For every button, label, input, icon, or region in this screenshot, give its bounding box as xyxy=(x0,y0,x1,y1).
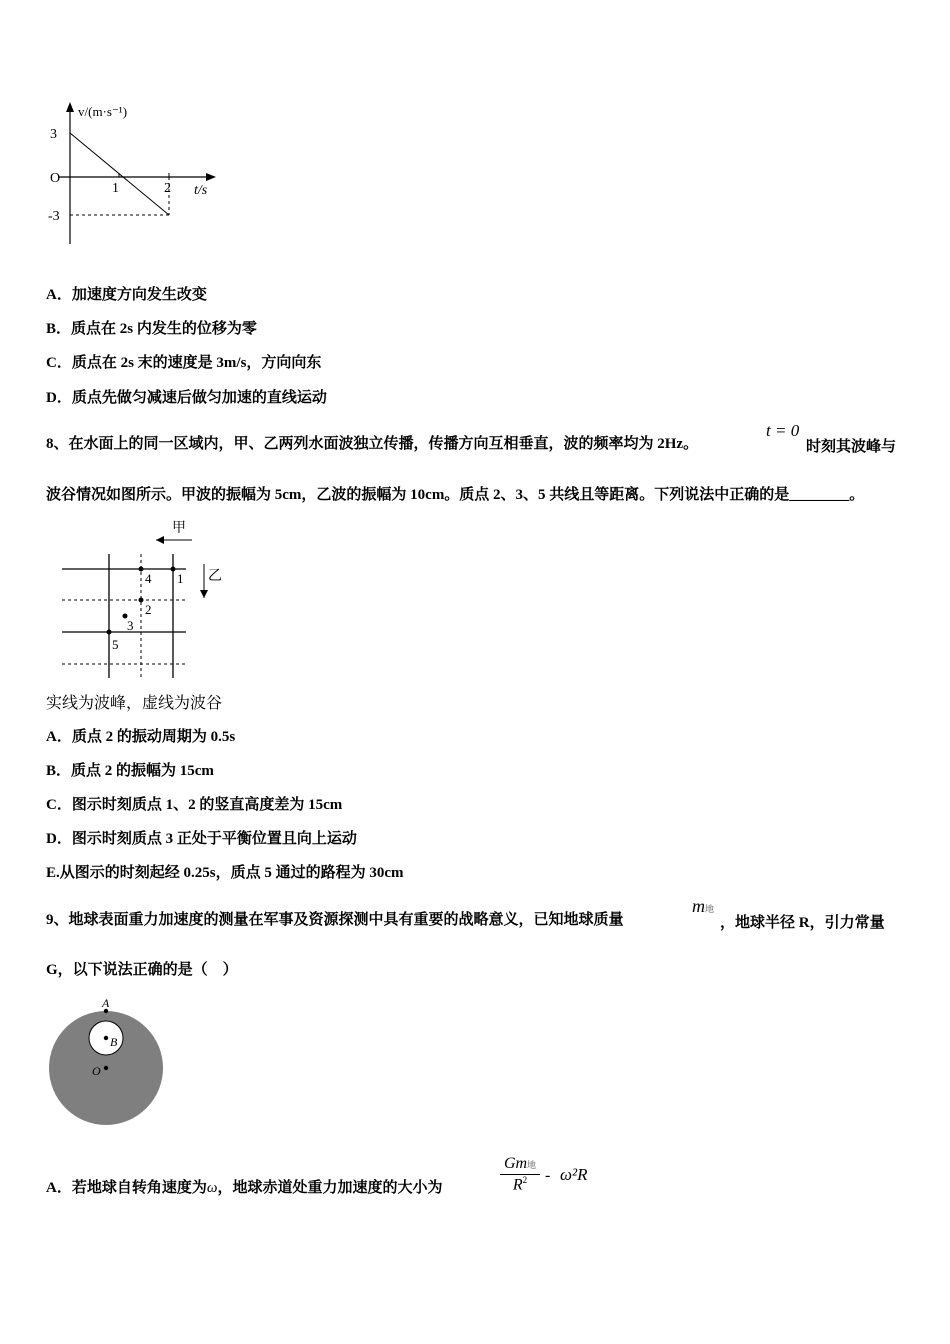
x-tick-1: 1 xyxy=(112,181,119,196)
omega-symbol: ω xyxy=(206,1180,218,1196)
point-O xyxy=(104,1066,108,1070)
q8-stem-line2: 波谷情况如图所示。甲波的振幅为 5cm，乙波的振幅为 10cm。质点 2、3、5 共线且等距离。下列说法中正确的是________。 xyxy=(46,487,865,503)
minus-sign: - xyxy=(541,1167,555,1184)
point-label-5: 5 xyxy=(112,637,119,652)
fraction-numerator: Gm地 xyxy=(500,1155,540,1175)
y-tick-3: 3 xyxy=(50,127,57,142)
q8-stem-part1: 8、在水面上的同一区域内，甲、乙两列水面波独立传播，传播方向互相垂直，波的频率均为 2Hz。 xyxy=(46,436,699,452)
q9-option-a-text1: A．若地球自转角速度为 xyxy=(46,1180,207,1196)
q7-option-d: D．质点先做匀减速后做匀加速的直线运动 xyxy=(46,390,327,406)
point-label-2: 2 xyxy=(145,602,152,617)
label-yi: 乙 xyxy=(208,569,222,584)
y-axis-label: v/(m·s⁻¹) xyxy=(78,104,128,119)
x-tick-2: 2 xyxy=(164,181,171,196)
point-2 xyxy=(139,598,144,603)
q7-option-a: A．加速度方向发生改变 xyxy=(46,287,207,303)
q9-stem-line2: G，以下说法正确的是（ ） xyxy=(46,962,238,978)
q8-option-b: B．质点 2 的振幅为 15cm xyxy=(46,763,214,779)
y-tick-minus3: -3 xyxy=(48,209,60,224)
label-B: B xyxy=(110,1035,118,1049)
point-B xyxy=(104,1036,108,1040)
x-axis-label: t/s xyxy=(194,183,208,198)
fraction-denominator: $R^2$ xyxy=(512,1175,528,1194)
figure-caption: 实线为波峰，虚线为波谷 xyxy=(46,693,223,712)
point-4 xyxy=(139,567,144,572)
earth-figure xyxy=(44,994,174,1130)
q9-option-a xyxy=(46,1179,442,1197)
origin-label: O xyxy=(50,171,61,186)
q8-option-e: E.从图示的时刻起经 0.25s，质点 5 通过的路程为 30cm xyxy=(46,865,404,881)
fraction xyxy=(500,1155,540,1194)
q8-option-a: A．质点 2 的振动周期为 0.5s xyxy=(46,729,236,745)
point-label-3: 3 xyxy=(127,618,134,633)
vt-graph xyxy=(44,96,234,256)
q8-option-c: C．图示时刻质点 1、2 的竖直高度差为 15cm xyxy=(46,797,343,813)
q9-math-m: m地 xyxy=(692,896,715,916)
q9-stem-part2: ，地球半径 R，引力常量 xyxy=(720,915,885,931)
q8-stem-line1 xyxy=(46,435,698,453)
label-O: O xyxy=(92,1064,101,1078)
wave-figure xyxy=(58,516,238,686)
point-1 xyxy=(171,567,176,572)
label-A: A xyxy=(102,996,110,1010)
q9-option-a-text2: ，地球赤道处重力加速度的大小为 xyxy=(217,1180,443,1196)
q9-stem-part1: 9、地球表面重力加速度的测量在军事及资源探测中具有重要的战略意义，已知地球质量 xyxy=(46,912,624,928)
q7-option-c: C．质点在 2s 末的速度是 3m/s，方向向东 xyxy=(46,355,322,371)
q7-option-b: B．质点在 2s 内发生的位移为零 xyxy=(46,321,257,337)
point-label-4: 4 xyxy=(145,571,152,586)
q8-option-d: D．图示时刻质点 3 正处于平衡位置且向上运动 xyxy=(46,831,357,847)
q8-math-t0: t = 0 xyxy=(766,421,800,440)
q8-stem-part2: 时刻其波峰与 xyxy=(806,439,897,455)
label-jia: 甲 xyxy=(172,521,186,536)
point-5 xyxy=(107,630,112,635)
omega-squared-r: ω²R xyxy=(560,1165,588,1184)
point-label-1: 1 xyxy=(177,571,184,586)
